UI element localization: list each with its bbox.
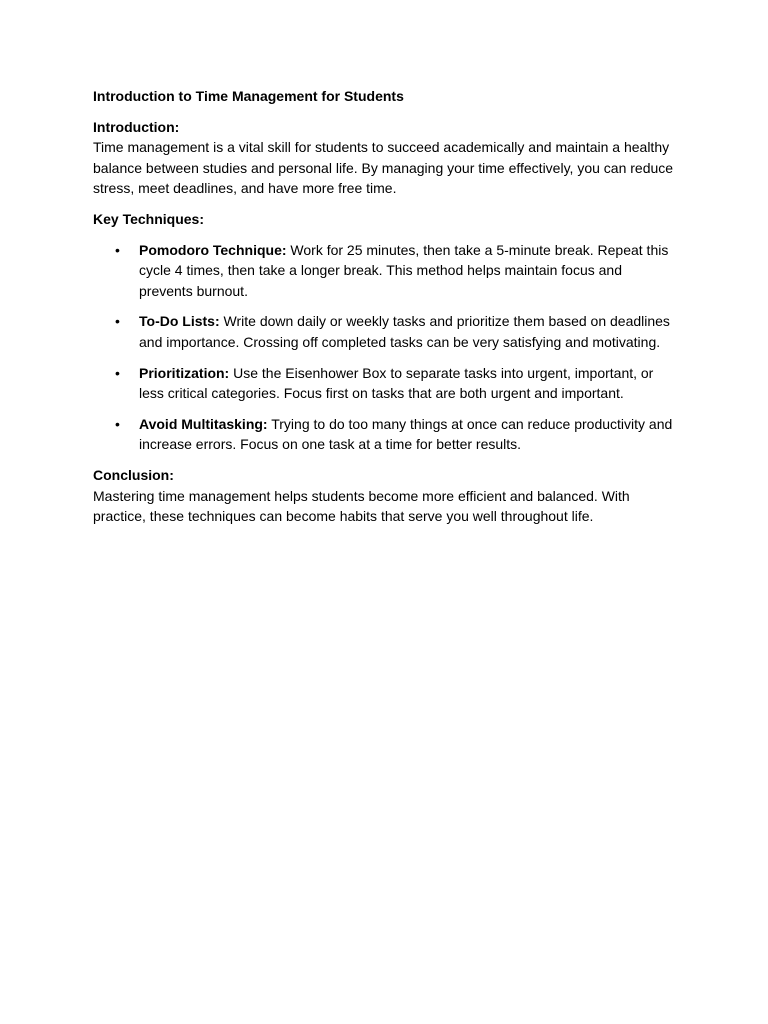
bullet-icon: • xyxy=(115,241,120,258)
technique-item-prioritization xyxy=(93,363,677,404)
technique-term: To-Do Lists: xyxy=(139,313,220,330)
introduction-text: Time management is a vital skill for students to succeed academically and maintain a healthy balance between studies and personal life. By managing your time effectively, you can reduce stress, meet deadlines, and have more free time. xyxy=(93,139,674,197)
technique-item-todo-lists xyxy=(93,311,677,352)
technique-description: Trying to do too many things at once can reduce productivity and increase errors. Focus on one task at a time for better results. xyxy=(139,415,673,453)
key-techniques-heading: Key Techniques: xyxy=(93,210,204,227)
technique-term: Pomodoro Technique: xyxy=(139,241,287,258)
bullet-icon: • xyxy=(115,364,120,381)
technique-term: Avoid Multitasking: xyxy=(139,415,268,432)
technique-list xyxy=(93,240,677,455)
conclusion-text: Mastering time management helps students become more efficient and balanced. With practice, these techniques can become habits that serve you well throughout life. xyxy=(93,487,630,525)
technique-description: Work for 25 minutes, then take a 5-minute break. Repeat this cycle 4 times, then take a longer break. This method helps maintain focus and prevents burnout. xyxy=(139,241,669,299)
document-page xyxy=(93,86,677,537)
technique-item-pomodoro xyxy=(93,240,677,302)
bullet-icon: • xyxy=(115,415,120,432)
document-title: Introduction to Time Management for Students xyxy=(93,88,404,104)
technique-description: Write down daily or weekly tasks and prioritize them based on deadlines and importance. Crossing off completed tasks can be very satisfying and motivating. xyxy=(139,313,670,350)
technique-term: Prioritization: xyxy=(139,364,230,381)
introduction-heading: Introduction: xyxy=(93,118,180,135)
technique-description: Use the Eisenhower Box to separate tasks into urgent, important, or less critical categories. Focus first on tasks that are both urgent and important. xyxy=(139,364,654,402)
technique-item-avoid-multitasking xyxy=(93,414,677,455)
conclusion-heading: Conclusion: xyxy=(93,466,174,483)
bullet-icon: • xyxy=(115,313,120,330)
